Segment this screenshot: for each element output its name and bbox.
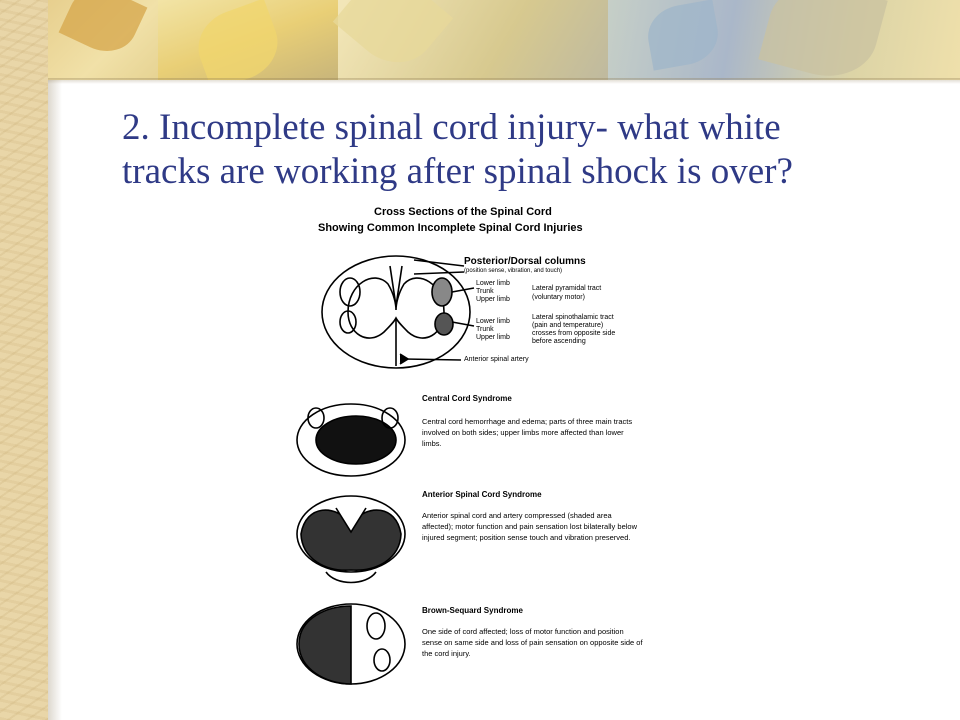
brown-sequard-diagram xyxy=(297,604,405,684)
posterior-columns-sublabel: (position sense, vibration, and touch) xyxy=(464,268,563,274)
top-leaf-banner xyxy=(48,0,960,80)
pyramidal-tract-label: Lateral pyramidal tract (voluntary motor) xyxy=(532,285,602,301)
slide-title xyxy=(122,106,932,194)
anterior-spinal-artery-label: Anterior spinal artery xyxy=(464,356,529,363)
central-cord-description: Central cord hemorrhage and edema; parts of three main tracts involved on both sides; upper limbs more affected than lower limbs. xyxy=(422,417,633,448)
main-cross-section xyxy=(322,256,474,368)
central-cord-diagram xyxy=(297,404,405,476)
spinal-cord-figure xyxy=(296,206,676,698)
anterior-cord-title: Anterior Spinal Cord Syndrome xyxy=(422,490,542,499)
left-strip-shadow xyxy=(48,0,62,720)
right-pyramidal-tract xyxy=(432,278,452,306)
anterior-cord-diagram xyxy=(297,496,405,583)
slide-title-line-2: tracks are working after spinal shock is over? xyxy=(122,151,793,192)
spinothalamic-tract-label: Lateral spinothalamic tract (pain and temperature) crosses from opposite side before ascending xyxy=(532,314,616,345)
central-cord-title: Central Cord Syndrome xyxy=(422,394,512,403)
figure-header-main: Showing Common Incomplete Spinal Cord Injuries xyxy=(318,222,583,234)
spinothalamic-parts-label: Lower limb Trunk Upper limb xyxy=(476,318,510,341)
slide-title-line-1: 2. Incomplete spinal cord injury- what white xyxy=(122,107,781,148)
right-spinothalamic-tract xyxy=(435,313,453,335)
brown-sequard-title: Brown-Sequard Syndrome xyxy=(422,606,523,615)
pyramidal-parts-label: Lower limb Trunk Upper limb xyxy=(476,280,510,303)
left-decorative-strip xyxy=(0,0,48,720)
posterior-columns-label: Posterior/Dorsal columns xyxy=(464,256,586,267)
brown-sequard-description: One side of cord affected; loss of motor function and position sense on same side and loss of pain sensation on opposite side of the cord injury. xyxy=(422,627,643,658)
figure-header-top: Cross Sections of the Spinal Cord xyxy=(374,206,552,218)
banner-shadow xyxy=(48,78,960,84)
anterior-cord-description: Anterior spinal cord and artery compressed (shaded area affected); motor function and pain sensation lost bilaterally below injured segment; position sense touch and vibration preserved. xyxy=(422,511,637,542)
